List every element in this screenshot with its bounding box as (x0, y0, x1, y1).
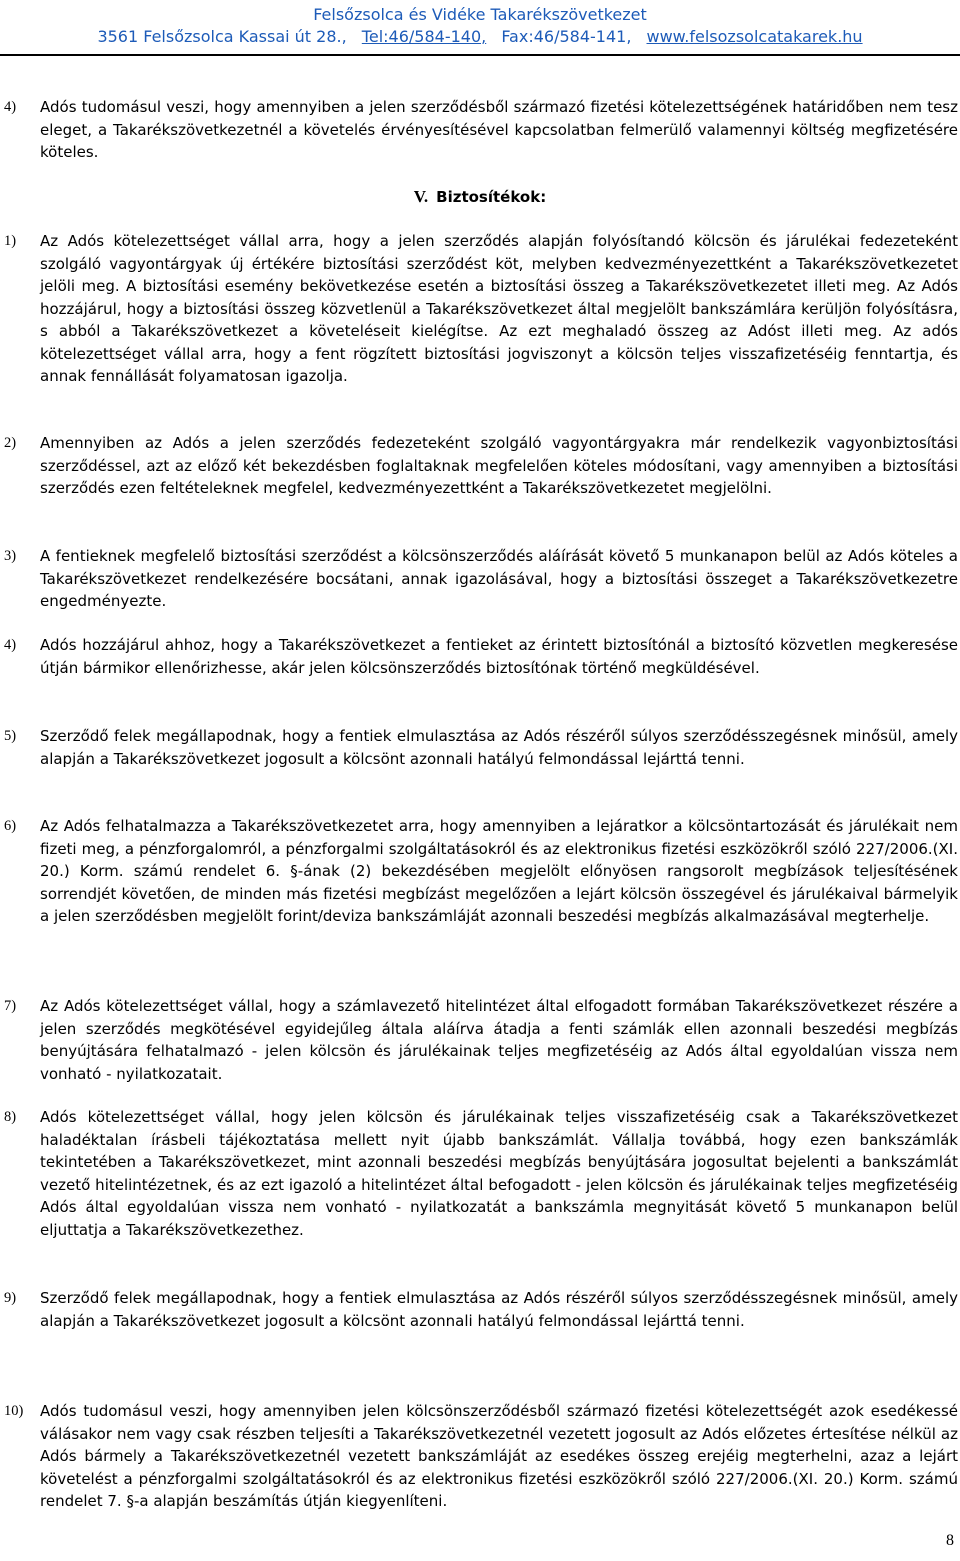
item-text: A fentieknek megfelelő biztosítási szerződést a kölcsönszerződés aláírását követő 5 munkanapon belül az Adós köteles a Takarékszövetkezet rendelkezésére bocsátani, annak igazolásával, hogy a biztosítási összeget a Takarékszövetkezetre engedményezte. (40, 547, 958, 610)
item-text: Az Adós felhatalmazza a Takarékszövetkezetet arra, hogy amennyiben a lejáratkor a kölcsöntartozását és járulékait nem fizeti meg, a pénzforgalomról, a pénzforgalmi szolgáltatásokról és az elektronikus fizetési eszközökről szóló 227/2006.(XI. 20.) Korm. számú rendelet 6. §-ának (2) bekezdésében megjelölt előnyösen rangsorolt megbízások teljesítésének sorrendjét követően, de minden más fizetési megbízást megelőzően a lejárt kölcsön összegével és járulékaival bármelyik a jelen szerződésben megjelölt forint/deviza bankszámláját azonnali beszedési megbízás alkalmazásával megterhelje. (40, 817, 958, 925)
address: 3561 Felsőzsolca Kassai út 28., (97, 27, 347, 46)
list-item (4, 1106, 958, 1241)
item-number: 9) (4, 1290, 17, 1306)
contact-line (0, 26, 960, 48)
section-title: Biztosítékok: (436, 188, 547, 206)
item-number: 4) (4, 637, 17, 653)
list-item (4, 230, 958, 388)
org-name: Felsőzsolca és Vidéke Takarékszövetkezet (313, 5, 647, 24)
paragraph-number: 4) (4, 99, 17, 115)
list-item (4, 815, 958, 928)
list-item (4, 1400, 958, 1513)
item-number: 8) (4, 1109, 17, 1125)
list-item (4, 634, 958, 679)
item-number: 7) (4, 998, 17, 1014)
list-item (4, 1287, 958, 1332)
item-text: Az Adós kötelezettséget vállal, hogy a számlavezető hitelintézet által elfogadott formában Takarékszövetkezet részére a jelen szerződés megkötésével egyidejűleg általa aláírva átadja a fenti számlák ellen azonnali beszedési megbízás benyújtására felhatalmazó - jelen kölcsön és járulékainak teljes megfizetéséig az Adós által egyoldalúan vissza nem vonható - nyilatkozatait. (40, 997, 958, 1083)
paragraph-text: Adós tudomásul veszi, hogy amennyiben a jelen szerződésből származó fizetési kötelezettségének határidőben nem tesz eleget, a Takarékszövetkezetnél a követelés érvényesítésével kapcsolatban felmerülő valamennyi költség megfizetésére köteles. (40, 98, 958, 161)
item-text: Adós tudomásul veszi, hogy amennyiben jelen kölcsönszerződésből származó fizetési kötelezettségét azok esedékessé válásakor nem vagy csak részben teljesíti a Takarékszövetkezetnél vezetett jogosult az Adós előzetes értesítése nélkül az Adós bármely a Takarékszövetkezetnél vezetett bankszámláját az esedékes összeg erejéig megterhelni, azaz a lejárt követelést a pénzforgalmi szolgáltatásokról és az elektronikus fizetési eszközökről szóló 227/2006.(XI. 20.) Korm. számú rendelet 7. §-a alapján beszámítás útján kiegyenlíteni. (40, 1402, 958, 1510)
phone-link[interactable]: Tel:46/584-140, (361, 27, 487, 46)
list-item (4, 432, 958, 500)
item-number: 2) (4, 435, 17, 451)
item-text: Szerződő felek megállapodnak, hogy a fentiek elmulasztása az Adós részéről súlyos szerződésszegésnek minősül, amely alapján a Takarékszövetkezet jogosult a kölcsönt azonnali hatályú felmondással lejárttá tenni. (40, 727, 958, 768)
item-number: 3) (4, 548, 17, 564)
item-number: 1) (4, 233, 17, 249)
item-number: 5) (4, 728, 17, 744)
letterhead (0, 4, 960, 48)
item-text: Az Adós kötelezettséget vállal arra, hogy a jelen szerződés alapján folyósítandó kölcsön és járulékai fedezeteként szolgáló vagyontárgyak új értékére biztosítási szerződést köt, melyben kedvezményezettként a Takarékszövetkezetet jelöli meg. A biztosítási esemény bekövetkezése esetén a biztosítási összeg a Takarékszövetkezetet illeti meg. Az Adós hozzájárul, hogy a biztosítási összeg közvetlenül a Takarékszövetkezet által megjelölt bankszámlára kerüljön folyósításra, s abból a Takarékszövetkezet a követeléseit kielégítse. Az ezt meghaladó összeg az Adóst illeti meg. Az adós kötelezettséget vállal arra, hogy a fent rögzített biztosítási jogviszonyt a kölcsön teljes visszafizetéséig fenntartja, és annak fennállását folyamatosan igazolja. (40, 232, 958, 385)
page-number: 8 (946, 1532, 954, 1549)
item-text: Szerződő felek megállapodnak, hogy a fentiek elmulasztása az Adós részéről súlyos szerződésszegésnek minősül, amely alapján a Takarékszövetkezet jogosult a kölcsönt azonnali hatályú felmondással lejárttá tenni. (40, 1289, 958, 1330)
paragraph-top (4, 96, 958, 164)
section-number: V. (413, 187, 429, 206)
list-item (4, 545, 958, 613)
list-item (4, 995, 958, 1085)
list-item (4, 725, 958, 770)
website-link[interactable]: www.felsozsolcatakarek.hu (646, 27, 863, 46)
item-text: Adós kötelezettséget vállal, hogy jelen kölcsön és járulékainak teljes visszafizetéséig csak a Takarékszövetkezet haladéktalan írásbeli tájékoztatása mellett nyit újabb bankszámlát. Vállalja továbbá, hogy ezen bankszámlák tekintetében a Takarékszövetkezet, mint azonnali beszedési megbízás benyújtására jogosultat bejelenti a bankszámlát vezető hitelintézetnek, és az ezt igazoló a hitelintézet által befogadott - jelen kölcsön és járulékainak teljes megfizetéséig Adós által egyoldalúan vissza nem vonható - nyilatkozatát a bankszámla megnyitását követő 5 munkanapon belül eljuttatja a Takarékszövetkezethez. (40, 1108, 958, 1239)
item-number: 6) (4, 818, 17, 834)
header-divider (0, 54, 960, 56)
item-text: Amennyiben az Adós a jelen szerződés fedezeteként szolgáló vagyontárgyakra már rendelkezik vagyonbiztosítási szerződéssel, azt az előző két bekezdésben foglaltaknak megfelelően köteles módosítani, vagy amennyiben a biztosítási szerződés ezen feltételeknek megfelel, kedvezményezettként a Takarékszövetkezetet megjelölni. (40, 434, 958, 497)
fax: Fax:46/584-141, (501, 27, 632, 46)
item-text: Adós hozzájárul ahhoz, hogy a Takarékszövetkezet a fentieket az érintett biztosítónál a biztosító közvetlen megkeresése útján bármikor ellenőrizhesse, akár jelen kölcsönszerződés biztosítónak történő megküldésével. (40, 636, 958, 677)
item-number: 10) (4, 1403, 24, 1419)
section-heading (0, 186, 960, 208)
